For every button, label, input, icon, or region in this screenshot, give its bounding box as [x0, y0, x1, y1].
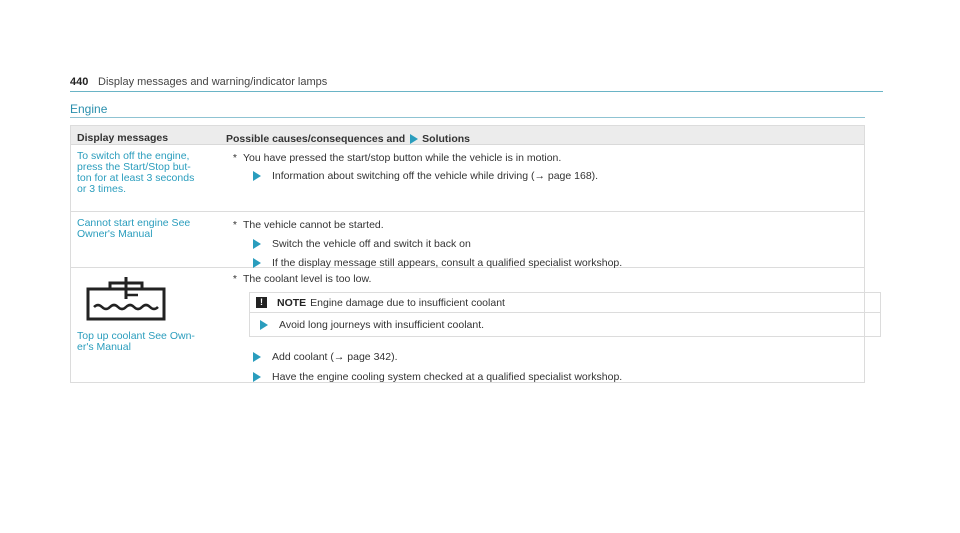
solution-text: Avoid long journeys with insufficient coolant.: [279, 319, 485, 331]
solution-item: [249, 371, 881, 383]
solution-text: Add coolant (→ page 342).: [272, 351, 398, 363]
table-row: [71, 268, 864, 382]
warning-icon: !: [256, 297, 267, 308]
cause-cell: [226, 268, 889, 382]
page-header: [70, 76, 883, 92]
cause-cell: [226, 145, 864, 211]
note-header: [250, 293, 880, 313]
table-header: [71, 126, 864, 145]
page-title: Display messages and warning/indicator lamps: [98, 76, 328, 88]
solution-arrow-icon: [253, 372, 261, 382]
display-message-line: Cannot start engine See: [77, 217, 191, 229]
display-message-line: press the Start/Stop but-: [77, 161, 191, 173]
cause-item: * The coolant level is too low.: [232, 273, 372, 285]
note-text: Engine damage due to insufficient coolant: [310, 296, 505, 309]
table-row: [71, 212, 864, 268]
solution-arrow-icon: [253, 171, 261, 181]
solution-text: If the display message still appears, consult a qualified specialist workshop.: [272, 257, 623, 269]
section-title: Engine: [70, 102, 108, 116]
cause-item: * The vehicle cannot be started.: [232, 219, 384, 231]
display-message-cell: [71, 145, 226, 211]
display-message-line: er's Manual: [77, 341, 131, 353]
note-box: [249, 292, 881, 337]
column-header-causes-label: Possible causes/consequences and: [226, 133, 406, 145]
display-message-line: Owner's Manual: [77, 228, 153, 240]
note-body: [250, 313, 880, 336]
note-label: NOTE: [277, 296, 307, 309]
column-header-causes: [226, 126, 864, 144]
display-message-line: Top up coolant See Own-: [77, 330, 195, 342]
solution-item: [256, 319, 880, 331]
solution-item: [249, 351, 881, 363]
messages-table: [70, 125, 865, 383]
solution-arrow-icon: [253, 258, 261, 268]
cause-text: The coolant level is too low.: [243, 273, 372, 285]
solution-text: Switch the vehicle off and switch it back on: [272, 238, 471, 250]
column-header-display-messages: Display messages: [77, 132, 169, 144]
solution-arrow-icon: [260, 320, 268, 330]
display-message-line: ton for at least 3 seconds: [77, 172, 195, 184]
solution-item: [249, 238, 856, 250]
column-header-solutions-label: Solutions: [422, 133, 471, 145]
table-row: [71, 145, 864, 212]
display-message-cell: [71, 212, 226, 267]
solution-arrow-icon: [410, 134, 418, 144]
cause-item: * You have pressed the start/stop button while the vehicle is in motion.: [232, 152, 562, 164]
display-message-cell: [71, 268, 226, 382]
section-heading: [70, 102, 865, 118]
cause-text: You have pressed the start/stop button while the vehicle is in motion.: [243, 152, 562, 164]
solution-arrow-icon: [253, 239, 261, 249]
display-message-line: or 3 times.: [77, 183, 127, 195]
page-number: 440: [70, 76, 89, 88]
cause-text: The vehicle cannot be started.: [243, 219, 384, 231]
solution-text: Have the engine cooling system checked at a qualified specialist workshop.: [272, 371, 623, 383]
coolant-level-icon: [86, 277, 166, 321]
solution-text: Information about switching off the vehicle while driving (→ page 168).: [272, 170, 599, 182]
solution-arrow-icon: [253, 352, 261, 362]
cause-cell: [226, 212, 864, 267]
display-message-line: To switch off the engine,: [77, 150, 190, 162]
solution-item: [249, 170, 856, 182]
